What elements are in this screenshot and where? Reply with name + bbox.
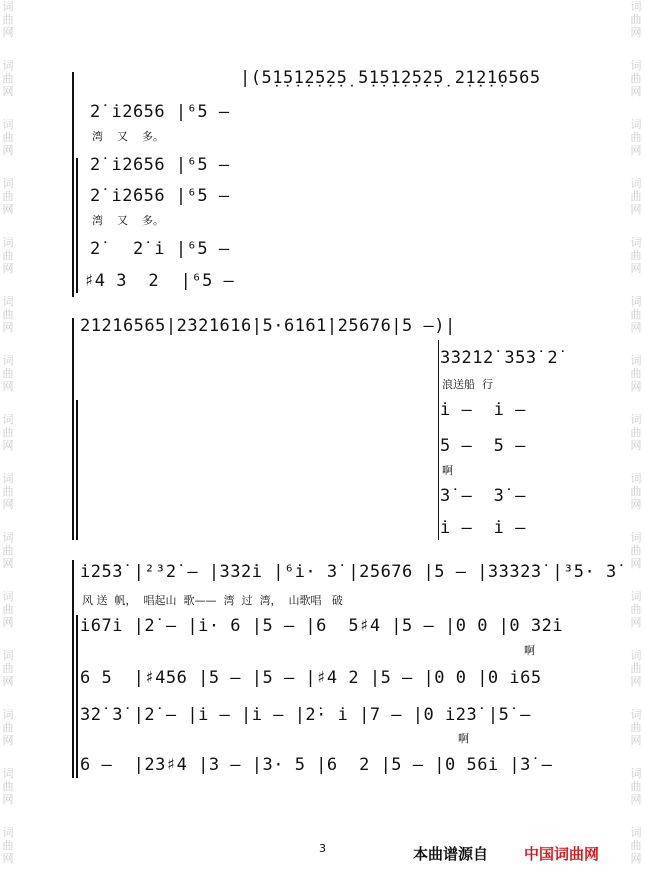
watermark-char: 词 — [2, 0, 14, 13]
watermark-char: 曲 — [2, 485, 14, 498]
lyric-line: 啊 — [524, 644, 535, 657]
system-bracket — [72, 560, 74, 778]
watermark-gap — [0, 511, 16, 531]
watermark-gap — [628, 629, 644, 649]
watermark-char: 网 — [2, 498, 14, 511]
watermark-char: 曲 — [630, 190, 642, 203]
voice-line: 5 — 5 — — [440, 436, 526, 456]
watermark-char: 词 — [2, 59, 14, 72]
page-number: 3 — [319, 842, 326, 855]
watermark-gap — [0, 570, 16, 590]
watermark-char: 曲 — [2, 13, 14, 26]
watermark-char: 网 — [2, 380, 14, 393]
watermark-char: 词 — [630, 236, 642, 249]
watermark-char: 曲 — [630, 780, 642, 793]
voice-line: 6 5 |♯456 |5 — |5 — |♯4 2 |5 — |0 0 |0 i̇65 — [80, 668, 542, 688]
voice-line: 2̇ i̇2̇656 |⁶5 — — [90, 102, 230, 122]
barline — [438, 340, 439, 540]
voice-line: i̇67i̇ |2̇ — |i̇· 6 |5 — |6 5♯4 |5 — |0 0 |0 3̇2̇i̇ — [80, 616, 564, 636]
intro-line: |(5̣1̣5̣1̣2̣5̣2̣5̣ 5̣1̣5̣1̣2̣5̣2̣5̣ 2̣1̣2̣1̣6565 — [240, 68, 541, 88]
watermark-gap — [628, 334, 644, 354]
watermark-char: 曲 — [2, 131, 14, 144]
watermark-gap — [628, 98, 644, 118]
watermark-char: 词 — [630, 472, 642, 485]
watermark-gap — [628, 747, 644, 767]
watermark-gap — [628, 570, 644, 590]
watermark-char: 曲 — [2, 426, 14, 439]
watermark-char: 词 — [2, 177, 14, 190]
voice-brace — [76, 400, 78, 540]
watermark-char: 网 — [630, 144, 642, 157]
watermark-char: 词 — [2, 472, 14, 485]
voice-brace — [76, 158, 78, 293]
watermark-char: 曲 — [630, 426, 642, 439]
watermark-char: 词 — [2, 354, 14, 367]
watermark-gap — [0, 747, 16, 767]
watermark-char: 曲 — [630, 603, 642, 616]
watermark-char: 网 — [630, 675, 642, 688]
watermark-char: 词 — [630, 826, 642, 839]
watermark-gap — [628, 275, 644, 295]
watermark-char: 曲 — [2, 839, 14, 852]
watermark-char: 曲 — [2, 780, 14, 793]
watermark-char: 曲 — [630, 367, 642, 380]
watermark-char: 网 — [2, 852, 14, 865]
watermark-gap — [628, 688, 644, 708]
watermark-gap — [0, 275, 16, 295]
watermark-right — [628, 0, 644, 891]
watermark-char: 曲 — [2, 603, 14, 616]
watermark-char: 词 — [2, 767, 14, 780]
watermark-char: 网 — [2, 203, 14, 216]
watermark-char: 网 — [2, 675, 14, 688]
watermark-gap — [0, 393, 16, 413]
watermark-char: 网 — [2, 85, 14, 98]
watermark-char: 网 — [2, 616, 14, 629]
watermark-char: 词 — [630, 295, 642, 308]
voice-line: ♯4 3 2 |⁶5 — — [84, 271, 235, 291]
watermark-char: 曲 — [2, 721, 14, 734]
watermark-char: 词 — [630, 590, 642, 603]
watermark-gap — [628, 393, 644, 413]
watermark-gap — [0, 39, 16, 59]
watermark-char: 词 — [2, 590, 14, 603]
watermark-char: 词 — [630, 59, 642, 72]
voice-line: 3̇3̇2̇1̇2̇ 3̇5̇3̇ 2̇ — [440, 348, 559, 368]
watermark-char: 词 — [630, 354, 642, 367]
system-bracket — [72, 72, 74, 297]
watermark-gap — [0, 629, 16, 649]
watermark-char: 网 — [2, 793, 14, 806]
voice-line: 3̇ — 3̇ — — [440, 486, 526, 506]
lyric-line: 湾 又 多。 — [92, 214, 164, 227]
watermark-char: 词 — [630, 649, 642, 662]
watermark-char: 词 — [2, 826, 14, 839]
watermark-gap — [628, 865, 644, 885]
watermark-char: 词 — [630, 767, 642, 780]
watermark-char: 网 — [630, 793, 642, 806]
watermark-char: 曲 — [2, 72, 14, 85]
watermark-char: 曲 — [630, 13, 642, 26]
watermark-char: 词 — [630, 708, 642, 721]
watermark-char: 网 — [630, 380, 642, 393]
watermark-gap — [0, 98, 16, 118]
watermark-char: 曲 — [630, 131, 642, 144]
voice-line: i̇ — i̇ — — [440, 400, 526, 420]
lyric-line: 啊 — [458, 732, 469, 745]
watermark-char: 曲 — [2, 544, 14, 557]
lyric-line: 浪送船 行 — [442, 378, 493, 391]
watermark-gap — [0, 216, 16, 236]
source-label: 本曲谱源自 — [413, 845, 489, 863]
watermark-char: 词 — [630, 118, 642, 131]
watermark-char: 曲 — [630, 662, 642, 675]
watermark-char: 词 — [2, 413, 14, 426]
watermark-char: 曲 — [630, 839, 642, 852]
watermark-gap — [0, 806, 16, 826]
watermark-gap — [0, 452, 16, 472]
watermark-char: 曲 — [2, 662, 14, 675]
voice-brace — [76, 615, 78, 778]
watermark-char: 网 — [630, 439, 642, 452]
voice-line: 2̇ 2̇ i̇ |⁶5 — — [90, 239, 230, 259]
watermark-gap — [628, 157, 644, 177]
voice-line: 2̇ i̇2̇656 |⁶5 — — [90, 186, 230, 206]
top-line: 2̇1̇2̇1̇6565|2̇3̇2̇1̇6̇1̇6̇|5·6̇1̇6̇1̇|2̇5676|5 —)| — [80, 316, 456, 336]
watermark-gap — [628, 511, 644, 531]
watermark-char: 曲 — [630, 721, 642, 734]
voice-line: i̇ — i̇ — — [440, 518, 526, 538]
voice-line: i̇2̇5̇3̇ |²³2̇ — |3̇3̇2̇i̇ |⁶i̇· 3̇ |2̇5676 |5 — |3̇3̇3̇2̇3̇ |³5· 3̇ — [80, 562, 617, 582]
watermark-char: 网 — [2, 439, 14, 452]
watermark-gap — [0, 865, 16, 885]
watermark-gap — [0, 334, 16, 354]
watermark-char: 网 — [2, 26, 14, 39]
watermark-char: 曲 — [630, 249, 642, 262]
watermark-gap — [0, 157, 16, 177]
watermark-char: 网 — [630, 321, 642, 334]
watermark-char: 网 — [630, 26, 642, 39]
watermark-char: 网 — [630, 85, 642, 98]
lyric-line: 风 送 帆， 唱起山 歌—— 湾 过 湾， 山歌唱 破 — [82, 594, 343, 607]
watermark-char: 词 — [2, 236, 14, 249]
watermark-char: 曲 — [2, 190, 14, 203]
watermark-char: 词 — [2, 708, 14, 721]
watermark-char: 词 — [630, 177, 642, 190]
watermark-gap — [0, 688, 16, 708]
watermark-char: 网 — [2, 262, 14, 275]
watermark-char: 网 — [2, 321, 14, 334]
watermark-char: 词 — [2, 649, 14, 662]
system-bracket — [72, 318, 74, 540]
watermark-char: 词 — [2, 531, 14, 544]
voice-line: 6 — |23♯4 |3 — |3· 5 |6 2 |5 — |0 56i̇ |3̇ — — [80, 755, 553, 775]
watermark-char: 网 — [630, 262, 642, 275]
site-link[interactable]: 中国词曲网 — [524, 845, 600, 863]
watermark-char: 网 — [2, 734, 14, 747]
watermark-gap — [628, 216, 644, 236]
watermark-char: 网 — [630, 852, 642, 865]
watermark-char: 网 — [630, 498, 642, 511]
watermark-char: 词 — [2, 295, 14, 308]
watermark-char: 网 — [2, 144, 14, 157]
watermark-char: 网 — [630, 557, 642, 570]
watermark-left — [0, 0, 16, 891]
watermark-char: 曲 — [2, 308, 14, 321]
watermark-char: 词 — [630, 531, 642, 544]
watermark-char: 曲 — [2, 367, 14, 380]
watermark-gap — [628, 39, 644, 59]
lyric-line: 啊 — [442, 464, 453, 477]
watermark-gap — [628, 452, 644, 472]
watermark-char: 曲 — [630, 544, 642, 557]
watermark-char: 曲 — [630, 485, 642, 498]
watermark-char: 词 — [630, 0, 642, 13]
watermark-char: 曲 — [630, 72, 642, 85]
watermark-char: 网 — [630, 203, 642, 216]
watermark-gap — [628, 806, 644, 826]
watermark-char: 网 — [630, 616, 642, 629]
voice-line: 2̇ i̇2̇656 |⁶5 — — [90, 155, 230, 175]
voice-line: 3̇2̇ 3̇ |2̇ — |i̇ — |i̇ — |2̇· i̇ |7 — |0 i̇2̇3̇ |5̇ — — [80, 705, 531, 725]
watermark-char: 词 — [630, 413, 642, 426]
watermark-char: 网 — [630, 734, 642, 747]
watermark-char: 曲 — [630, 308, 642, 321]
watermark-char: 曲 — [2, 249, 14, 262]
watermark-char: 词 — [2, 118, 14, 131]
lyric-line: 湾 又 多。 — [92, 130, 164, 143]
watermark-char: 网 — [2, 557, 14, 570]
